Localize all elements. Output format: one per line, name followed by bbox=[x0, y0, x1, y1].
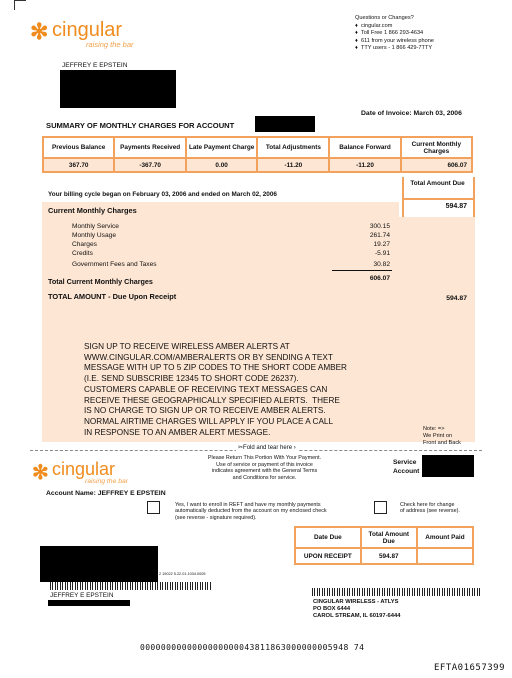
invoice-date: Date of Invoice: March 03, 2006 bbox=[361, 110, 462, 117]
cingular-logo-icon: ✻ bbox=[30, 19, 49, 44]
note-line: Front and Back bbox=[423, 440, 461, 446]
remit-address-line: CAROL STREAM, IL 60197-6444 bbox=[313, 613, 401, 620]
document-id: EFTA01657399 bbox=[434, 663, 506, 673]
remit-postal-barcode bbox=[312, 588, 480, 596]
contact-line: ♦ TTY users - 1 866 429-7TTY bbox=[355, 45, 433, 52]
remit-table bbox=[294, 526, 474, 565]
fold-tear-label: ✂Fold and tear here › bbox=[238, 445, 296, 451]
charge-row: Monthly Usage bbox=[72, 232, 116, 239]
total-due-divider bbox=[402, 198, 475, 200]
header-late-payment-charge: Late Payment Charge bbox=[186, 137, 257, 158]
summary-table bbox=[42, 136, 473, 173]
account-name: Account Name: JEFFREY E EPSTEIN bbox=[46, 490, 166, 497]
charge-row: Government Fees and Taxes bbox=[72, 261, 157, 268]
redacted-mailing-block bbox=[40, 546, 158, 582]
reft-enroll-text: Yes, I want to enroll in REFT and have my monthly payments automatically deducted from the account on my enclosed check (see reverse - signature required). bbox=[175, 502, 327, 521]
charge-row: Monthly Service bbox=[72, 223, 119, 230]
brand-tagline: raising the bar bbox=[85, 478, 129, 485]
charge-amount: 261.74 bbox=[369, 232, 390, 239]
redacted-address bbox=[60, 70, 176, 108]
postal-barcode bbox=[50, 582, 212, 590]
redacted-mail-address bbox=[48, 600, 130, 606]
value-current-monthly-charges: 606.07 bbox=[401, 158, 472, 172]
brand-name: cingular bbox=[52, 459, 116, 479]
value-payments-received: -367.70 bbox=[114, 158, 186, 172]
amber-alert-message: SIGN UP TO RECEIVE WIRELESS AMBER ALERTS AT WWW.CINGULAR.COM/AMBERALERTS OR BY SENDING A TEXT MESSAGE WITH UP TO 5 ZIP CODES TO THE SHORT CODE AMBER (I.E. SEND SUBSCRIBE 12345 TO SHORT CODE 26237). CUSTOMERS CAPABLE OF RECEIVING TEXT MESSAGES CAN RECEIVE THESE GEOGRAPHICALLY SPECIFIED ALERTS. THERE IS NO CHARGE TO SIGN UP OR TO RECEIVE AMBER ALERTS. NORMAL AIRTIME CHARGES WILL APPLY IF YOU PLACE A CALL IN RESPONSE TO AN AMBER ALERT MESSAGE. bbox=[84, 342, 347, 437]
charge-amount: -5.91 bbox=[374, 250, 390, 257]
header-total-adjustments: Total Adjustments bbox=[257, 137, 329, 158]
value-total-amount-due: 594.87 bbox=[361, 548, 417, 564]
ocr-scanline: 0000000000000000000043811863000000005948 74 bbox=[140, 643, 365, 652]
contact-block bbox=[355, 15, 434, 53]
header-amount-paid: Amount Paid bbox=[417, 527, 473, 548]
brand-name: cingular bbox=[52, 19, 123, 41]
charge-amount: 30.82 bbox=[373, 261, 390, 268]
cingular-logo-icon: ✻ bbox=[32, 462, 49, 484]
value-previous-balance: 367.70 bbox=[43, 158, 114, 172]
crop-mark bbox=[14, 0, 15, 10]
charge-row: Credits bbox=[72, 250, 93, 257]
billing-cycle: Your billing cycle began on February 03, 2006 and ended on March 02, 2006 bbox=[48, 191, 277, 198]
charge-amount: 19.27 bbox=[373, 241, 390, 248]
charge-amount: 300.15 bbox=[369, 223, 390, 230]
remit-address-line: CINGULAR WIRELESS - ATLYS bbox=[313, 599, 399, 605]
header-current-monthly-charges: Current Monthly Charges bbox=[401, 137, 472, 158]
contact-line: ♦ 611 from your wireless phone bbox=[355, 37, 434, 44]
contact-line: ♦ cingular.com bbox=[355, 22, 393, 29]
value-date-due: UPON RECEIPT bbox=[295, 548, 361, 564]
header-balance-forward: Balance Forward bbox=[329, 137, 400, 158]
brand-tagline: raising the bar bbox=[86, 40, 134, 49]
redacted-account-number bbox=[255, 116, 315, 132]
arrow-right-icon: › bbox=[293, 445, 296, 451]
header-date-due: Date Due bbox=[295, 527, 361, 548]
total-due-label: Total Amount Due bbox=[410, 180, 465, 187]
print-note bbox=[423, 426, 461, 447]
total-due-value: 594.87 bbox=[445, 203, 467, 210]
charge-row: Charges bbox=[72, 241, 97, 248]
note-line: We Print on bbox=[423, 433, 453, 439]
mail-name: JEFFREY E EPSTEIN bbox=[50, 592, 114, 599]
total-amount-label: TOTAL AMOUNT - Due Upon Receipt bbox=[48, 292, 177, 301]
crop-mark bbox=[14, 0, 26, 1]
total-amount-value: 594.87 bbox=[446, 295, 467, 302]
value-late-payment-charge: 0.00 bbox=[186, 158, 257, 172]
scissors-icon: ✂ bbox=[238, 445, 244, 451]
value-total-adjustments: -11.20 bbox=[257, 158, 329, 172]
amount-paid-field[interactable] bbox=[417, 548, 473, 564]
header-previous-balance: Previous Balance bbox=[43, 137, 114, 158]
total-current-label: Total Current Monthly Charges bbox=[48, 277, 153, 286]
service-label: Service bbox=[393, 459, 417, 466]
total-current-value: 606.07 bbox=[369, 275, 390, 282]
return-instructions: Please Return This Portion With Your Payment. Use of service or payment of this invoice indicates agreement with the General Terms and Conditions for service. bbox=[207, 455, 322, 481]
address-change-text: Check here for change of address (see reverse). bbox=[400, 502, 460, 515]
remit-address bbox=[313, 599, 400, 621]
customer-name: JEFFREY E EPSTEIN bbox=[62, 62, 128, 69]
contact-line: ♦ Toll Free 1 866 293-4634 bbox=[355, 30, 424, 37]
account-label: Account bbox=[393, 468, 420, 475]
remit-address-line: PO BOX 6444 bbox=[313, 606, 351, 613]
address-change-checkbox[interactable] bbox=[374, 501, 387, 514]
header-payments-received: Payments Received bbox=[114, 137, 186, 158]
redacted-account bbox=[422, 455, 474, 477]
sum-underline bbox=[332, 270, 392, 271]
header-total-amount-due: Total Amount Due bbox=[361, 527, 417, 548]
mail-code: 2 19022 5.22.01.1034.0005 bbox=[159, 572, 206, 576]
value-balance-forward: -11.20 bbox=[329, 158, 400, 172]
summary-title: SUMMARY OF MONTHLY CHARGES FOR ACCOUNT bbox=[46, 121, 235, 130]
current-monthly-charges-title: Current Monthly Charges bbox=[48, 206, 137, 215]
note-line: Note: => bbox=[423, 426, 445, 432]
contact-title: Questions or Changes? bbox=[355, 15, 414, 21]
reft-enroll-checkbox[interactable] bbox=[147, 501, 160, 514]
